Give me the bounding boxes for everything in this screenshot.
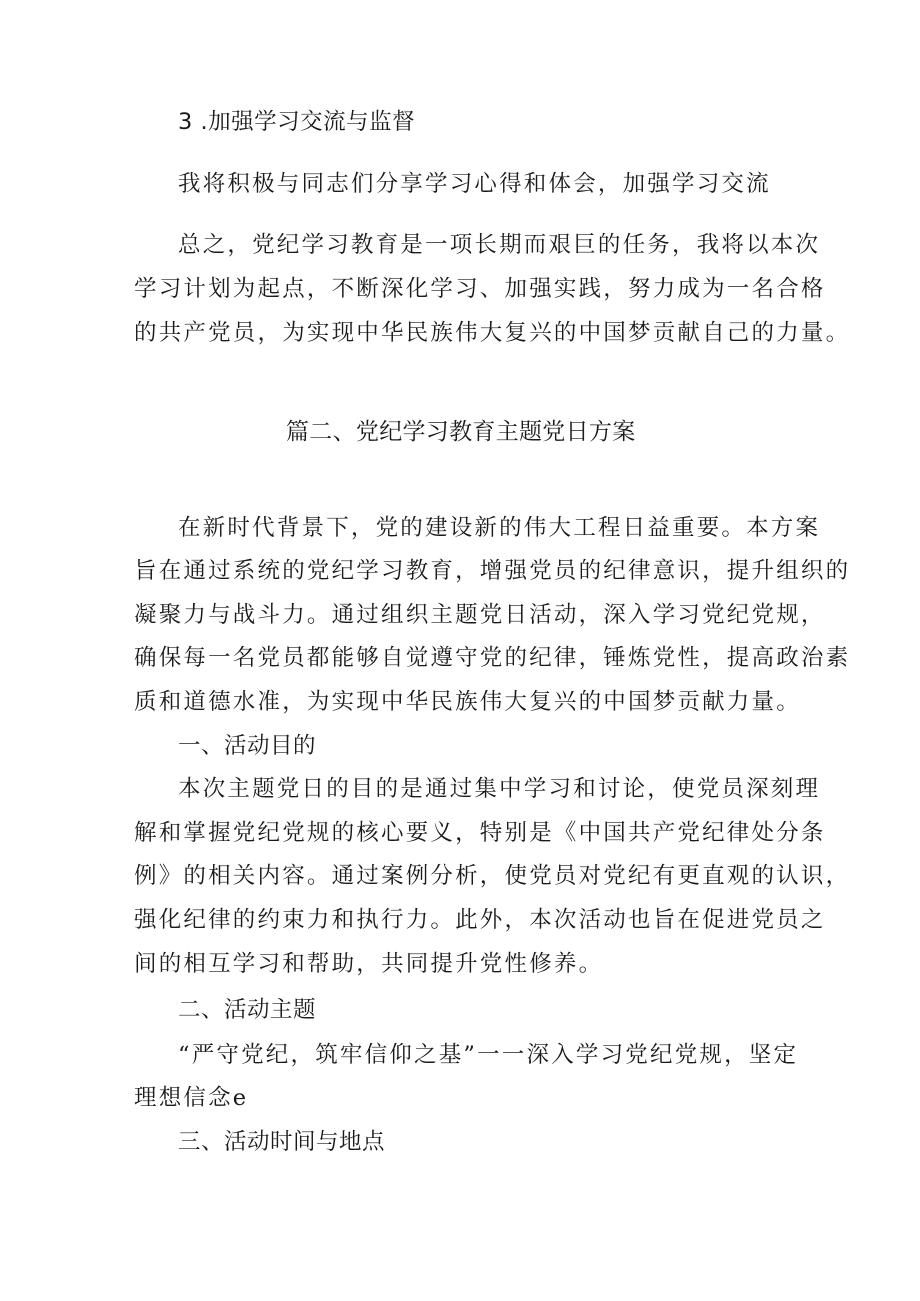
conclusion-line-3: 的共产党员，为实现中华民族伟大复兴的中国梦贡献自己的力量。 [134, 320, 851, 346]
theme-line-1: “严守党纪，筑牢信仰之基”一一深入学习党纪党规，坚定 [178, 1042, 799, 1068]
conclusion-line-1: 总之，党纪学习教育是一项长期而艰巨的任务，我将以本次 [178, 232, 821, 258]
purpose-line-1: 本次主题党日的目的是通过集中学习和讨论，使党员深刻理 [178, 776, 821, 802]
chapter-title: 篇二、党纪学习教育主题党日方案 [286, 419, 636, 445]
section-3-paragraph: 我将积极与同志们分享学习心得和体会，加强学习交流 [178, 171, 771, 197]
purpose-line-5: 间的相互学习和帮助，共同提升党性修养。 [134, 951, 604, 977]
heading-activity-time-place: 三、活动时间与地点 [178, 1129, 386, 1155]
heading-activity-purpose: 一、活动目的 [178, 733, 317, 759]
intro-line-2: 旨在通过系统的党纪学习教育，增强党员的纪律意识，提升组织的 [134, 558, 851, 584]
theme-line-2: 理想信念e [134, 1085, 249, 1111]
purpose-line-2: 解和掌握党纪党规的核心要义，特别是《中国共产党纪律处分条 [134, 820, 826, 846]
heading-activity-theme: 二、活动主题 [178, 997, 317, 1023]
intro-line-3: 凝聚力与战斗力。通过组织主题党日活动，深入学习党纪党规， [134, 602, 826, 628]
intro-line-4: 确保每一名党员都能够自觉遵守党的纪律，锤炼党性，提高政治素 [134, 645, 851, 671]
intro-line-5: 质和道德水准，为实现中华民族伟大复兴的中国梦贡献力量。 [134, 689, 801, 715]
purpose-line-3: 例》的相关内容。通过案例分析，使党员对党纪有更直观的认识， [134, 863, 851, 889]
conclusion-line-2: 学习计划为起点，不断深化学习、加强实践，努力成为一名合格 [134, 276, 826, 302]
section-3-heading: 3 .加强学习交流与监督 [178, 109, 416, 135]
intro-line-1: 在新时代背景下，党的建设新的伟大工程日益重要。本方案 [178, 515, 821, 541]
purpose-line-4: 强化纪律的约束力和执行力。此外，本次活动也旨在促进党员之 [134, 907, 826, 933]
